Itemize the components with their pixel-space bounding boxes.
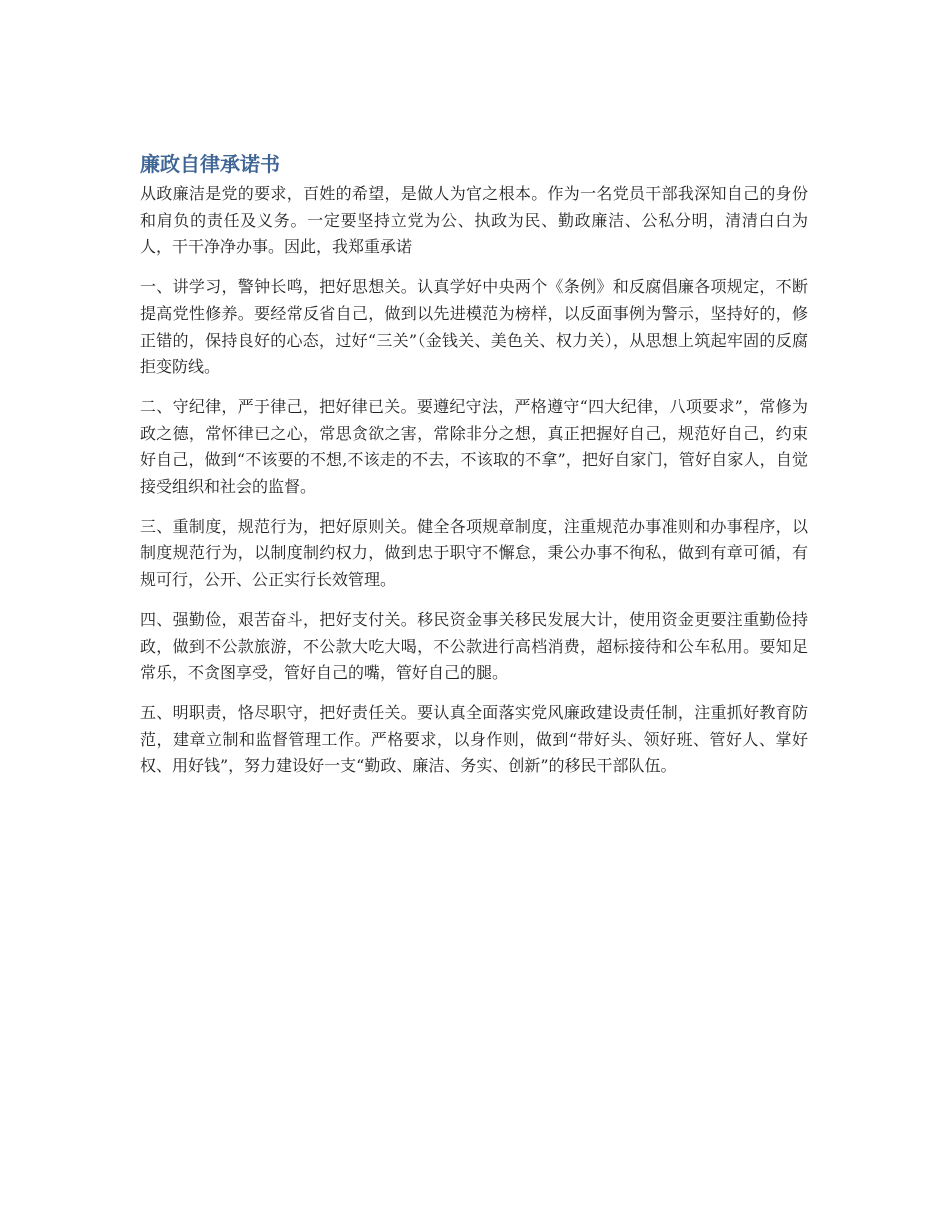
- commitment-paragraph-1: 一、讲学习，警钟长鸣，把好思想关。认真学好中央两个《条例》和反腐倡廉各项规定，不断提高党性修养。要经常反省自己，做到以先进模范为榜样，以反面事例为警示，坚持好的，修正错的，保持良好的心态，过好“三关”（金钱关、美色关、权力关），从思想上筑起牢固的反腐拒变防线。: [140, 277, 808, 377]
- document-page: [140, 148, 808, 793]
- commitment-paragraph-5: 五、明职责，恪尽职守，把好责任关。要认真全面落实党风廉政建设责任制，注重抓好教育防范，建章立制和监督管理工作。严格要求，以身作则，做到“带好头、领好班、管好人、掌好权、用好钱”，努力建设好一支“勤政、廉洁、务实、创新”的移民干部队伍。: [140, 702, 808, 776]
- commitment-paragraph-2: 二、守纪律，严于律己，把好律已关。要遵纪守法，严格遵守“四大纪律，八项要求”，常修为政之德，常怀律已之心，常思贪欲之害，常除非分之想，真正把握好自己，规范好自己，约束好自己，做到“不该要的不想,不该走的不去，不该取的不拿”，把好自家门，管好自家人，自觉接受组织和社会的监督。: [140, 396, 808, 497]
- commitment-paragraph-4: 四、强勤俭，艰苦奋斗，把好支付关。移民资金事关移民发展大计，使用资金更要注重勤俭持政，做到不公款旅游，不公款大吃大喝，不公款进行高档消费，超标接待和公车私用。要知足常乐，不贪图享受，管好自己的嘴，管好自己的腿。: [140, 609, 808, 683]
- intro-paragraph: 从政廉洁是党的要求，百姓的希望，是做人为官之根本。作为一名党员干部我深知自己的身份和肩负的责任及义务。一定要坚持立党为公、执政为民、勤政廉洁、公私分明，清清白白为人，干干净净办事。因此，我郑重承诺: [140, 184, 808, 257]
- commitment-paragraph-3: 三、重制度，规范行为，把好原则关。健全各项规章制度，注重规范办事准则和办事程序，以制度规范行为，以制度制约权力，做到忠于职守不懈怠，秉公办事不徇私，做到有章可循，有规可行，公开、公正实行长效管理。: [140, 516, 808, 590]
- document-title: 廉政自律承诺书: [140, 152, 280, 176]
